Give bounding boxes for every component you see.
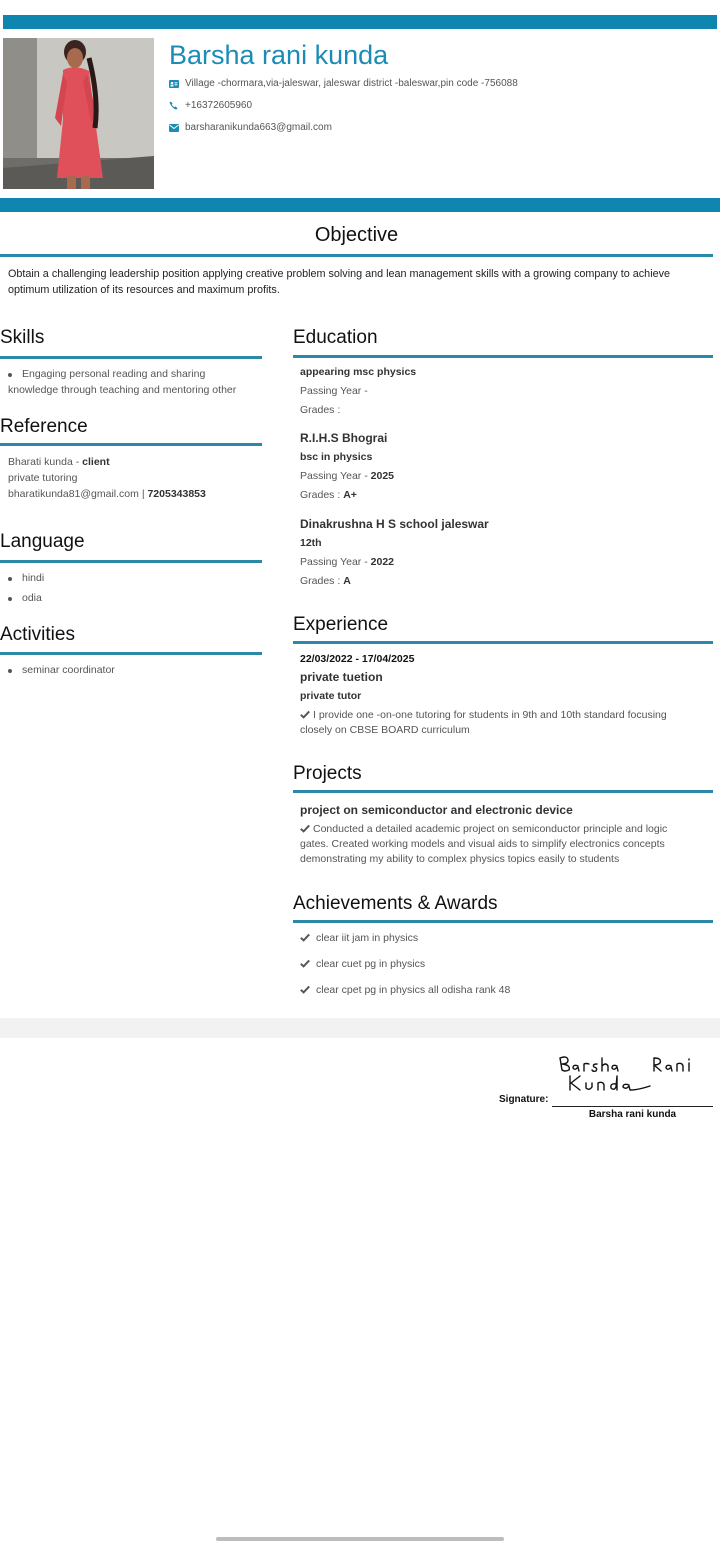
experience-desc-line: closely on CBSE BOARD curriculum (300, 724, 470, 736)
project-desc-line: demonstrating my ability to complex physics topics easily to students (300, 853, 620, 865)
education-grades: Grades : (300, 404, 341, 416)
profile-photo (3, 38, 154, 189)
check-icon (300, 710, 310, 719)
skills-rule (0, 356, 262, 359)
achievement-item: clear iit jam in physics (300, 932, 418, 944)
education-passing-year: Passing Year - 2025 (300, 470, 394, 482)
skills-item-cont: knowledge through teaching and mentoring other (8, 384, 237, 396)
handwritten-signature (554, 1050, 714, 1095)
home-indicator[interactable] (216, 1537, 504, 1541)
contact-address (169, 78, 518, 89)
achievement-item: clear cuet pg in physics (300, 958, 425, 970)
achievements-title: Achievements & Awards (293, 893, 498, 914)
education-title: Education (293, 327, 378, 348)
reference-phone[interactable]: 7205343853 (147, 488, 206, 500)
signature-name: Barsha rani kunda (588, 1109, 677, 1120)
project-desc-line: gates. Created working models and visual aids to simplify electronics concepts (300, 838, 665, 850)
check-icon (300, 933, 310, 942)
phone-icon (169, 101, 179, 110)
language-title: Language (0, 531, 85, 552)
education-degree: appearing msc physics (300, 366, 417, 378)
experience-rule (293, 641, 713, 644)
reference-title: Reference (0, 416, 88, 437)
experience-dates: 22/03/2022 - 17/04/2025 (300, 653, 415, 665)
education-grades: Grades : A (300, 575, 351, 587)
reference-role: client (82, 456, 110, 468)
objective-line-1: Obtain a challenging leadership position applying creative problem solving and lean management skills with a growing company to achieve (8, 268, 670, 280)
experience-title: Experience (293, 614, 389, 635)
project-name: project on semiconductor and electronic device (300, 803, 573, 817)
project-desc-line: Conducted a detailed academic project on semiconductor principle and logic (300, 823, 667, 835)
candidate-name: Barsha rani kunda (169, 40, 389, 70)
header-top-bar (3, 15, 717, 29)
contact-phone (169, 100, 252, 111)
reference-org: private tutoring (8, 472, 78, 484)
objective-rule (0, 254, 713, 257)
id-card-icon (169, 80, 179, 88)
signature-line (552, 1106, 713, 1107)
experience-desc-line: I provide one -on-one tutoring for students in 9th and 10th standard focusing (300, 709, 667, 721)
page-separator (0, 1018, 720, 1038)
objective-line-2: optimum utilization of its resources and maximum profits. (8, 284, 280, 296)
education-degree: 12th (300, 537, 322, 549)
envelope-icon (169, 124, 179, 132)
skills-title: Skills (0, 327, 45, 348)
objective-title: Objective (314, 224, 399, 246)
education-grades: Grades : A+ (300, 489, 357, 501)
achievements-rule (293, 920, 713, 923)
activities-rule (0, 652, 262, 655)
education-passing-year: Passing Year - 2022 (300, 556, 394, 568)
check-icon (300, 985, 310, 994)
email-text[interactable]: barsharanikunda663@gmail.com (185, 122, 332, 133)
header-bottom-bar (0, 198, 720, 212)
projects-title: Projects (293, 763, 362, 784)
reference-email[interactable]: bharatikunda81@gmail.com | (8, 488, 148, 500)
education-school: R.I.H.S Bhograi (300, 431, 388, 445)
activities-title: Activities (0, 624, 75, 645)
education-degree: bsc in physics (300, 451, 373, 463)
education-passing-year: Passing Year - (300, 385, 368, 397)
check-icon (300, 959, 310, 968)
language-item: odia (22, 592, 42, 604)
experience-role: private tutor (300, 690, 362, 702)
address-text: Village -chormara,via-jaleswar, jaleswar district -baleswar,pin code -756088 (185, 78, 518, 89)
signature-label: Signature: (499, 1094, 549, 1105)
phone-text[interactable]: +16372605960 (185, 100, 253, 111)
contact-email (169, 122, 332, 133)
education-school: Dinakrushna H S school jaleswar (300, 517, 489, 531)
activities-item: seminar coordinator (22, 664, 115, 676)
language-item: hindi (22, 572, 45, 584)
achievement-item: clear cpet pg in physics all odisha rank 48 (300, 984, 510, 996)
check-icon (300, 824, 310, 833)
projects-rule (293, 790, 713, 793)
skills-item: Engaging personal reading and sharing (22, 368, 206, 380)
reference-name-line (8, 456, 110, 468)
education-rule (293, 355, 713, 358)
reference-rule (0, 443, 262, 446)
language-rule (0, 560, 262, 563)
experience-company: private tuetion (300, 670, 383, 684)
reference-name: Bharati kunda - (8, 456, 83, 468)
reference-contact-line (8, 488, 206, 500)
